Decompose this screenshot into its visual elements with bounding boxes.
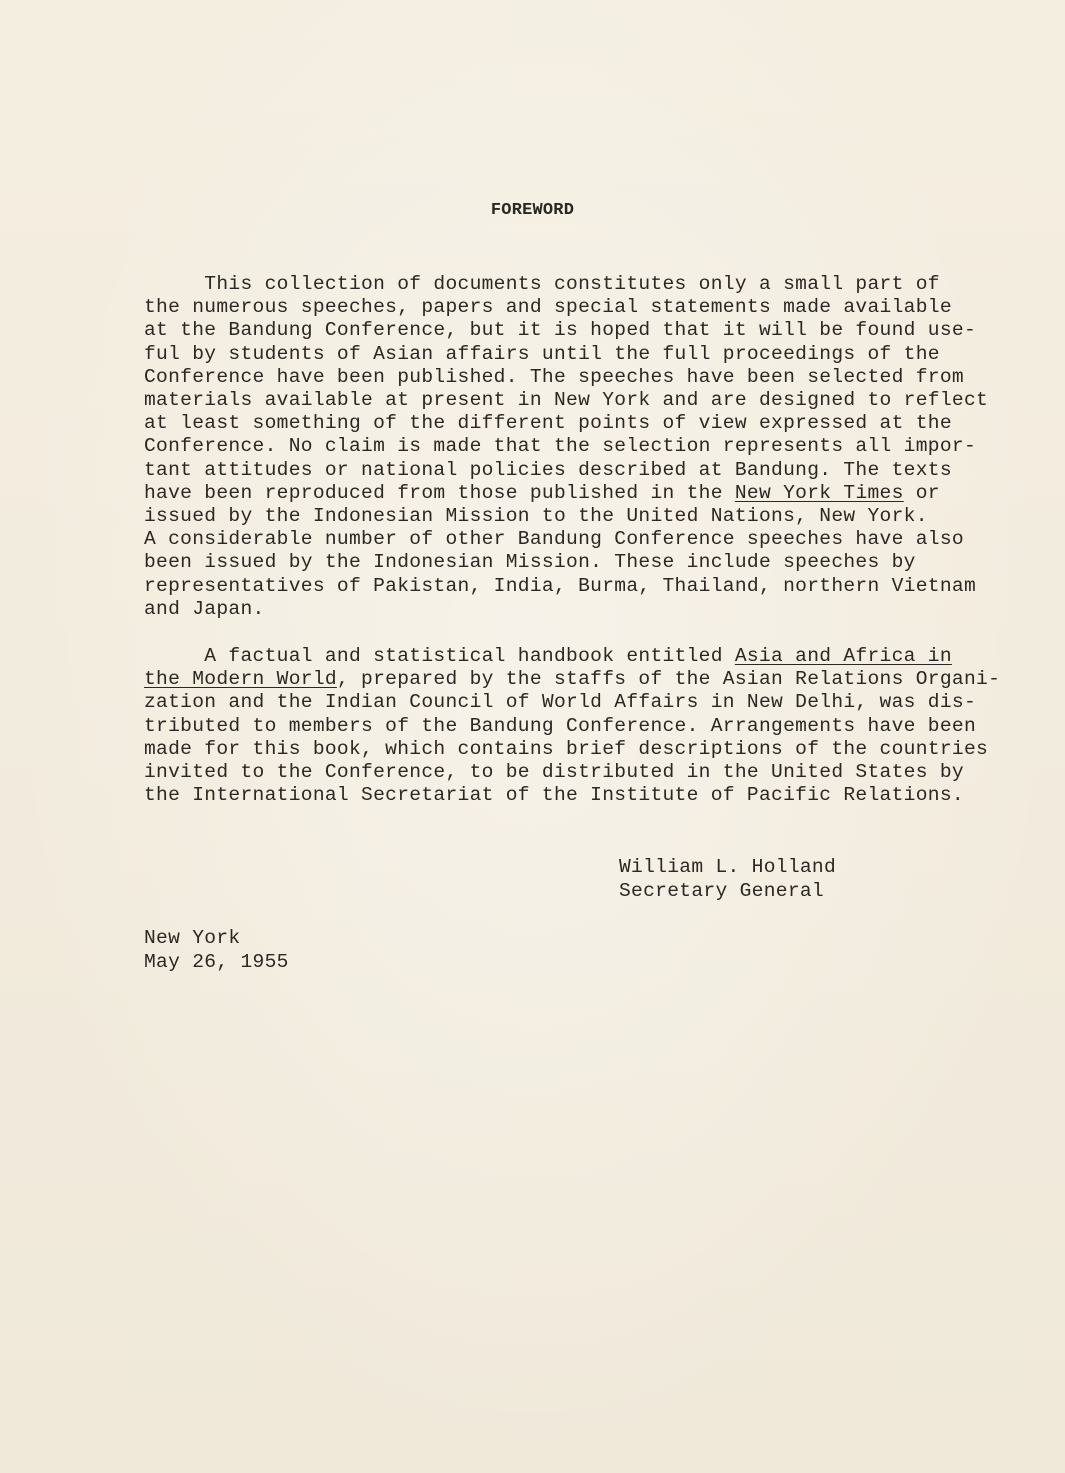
place-city: New York	[144, 927, 241, 949]
text-line: tant attitudes or national policies described at Bandung. The texts	[144, 458, 952, 481]
text-line: the International Secretariat of the Institute of Pacific Relations.	[144, 784, 964, 807]
text-line: tributed to members of the Bandung Conference. Arrangements have been	[144, 714, 977, 737]
text-line: representatives of Pakistan, India, Burma, Thailand, northern Vietnam	[144, 574, 977, 597]
text-line	[144, 645, 952, 668]
text-line: at the Bandung Conference, but it is hoped that it will be found use-	[144, 319, 977, 342]
text-line: made for this book, which contains brief descriptions of the countries	[144, 737, 989, 760]
text-line: Conference have been published. The speeches have been selected from	[144, 365, 964, 388]
text-line: invited to the Conference, to be distributed in the United States by	[144, 761, 964, 783]
text-line: zation and the Indian Council of World Affairs in New Delhi, was dis-	[144, 691, 977, 714]
text-segment: or	[903, 481, 940, 504]
text-segment: have been reproduced from those published in the	[144, 481, 735, 504]
underlined-title: New York Times	[734, 481, 904, 504]
text-line: ful by students of Asian affairs until the full proceedings of the	[144, 342, 940, 365]
text-segment: A factual and statistical handbook entitled	[144, 645, 735, 667]
page-title: FOREWORD	[490, 201, 575, 220]
text-line	[144, 668, 1000, 691]
text-line: the numerous speeches, papers and special statements made available	[144, 296, 952, 319]
text-line: This collection of documents constitutes only a small part of	[144, 273, 940, 295]
text-line: A considerable number of other Bandung Conference speeches have also	[144, 528, 964, 551]
text-line: Conference. No claim is made that the selection represents all impor-	[144, 435, 977, 458]
place-date: May 26, 1955	[144, 951, 289, 973]
signature-name: William L. Holland	[619, 856, 837, 878]
text-line: and Japan.	[144, 597, 265, 620]
text-line: issued by the Indonesian Mission to the United Nations, New York.	[144, 505, 928, 527]
text-line: materials available at present in New York and are designed to reflect	[144, 389, 989, 411]
text-segment: , prepared by the staffs of the Asian Relations Organi-	[336, 668, 1001, 691]
text-line: been issued by the Indonesian Mission. These include speeches by	[144, 551, 916, 574]
text-line	[144, 482, 940, 505]
signature-role: Secretary General	[619, 880, 824, 902]
underlined-title: the Modern World	[144, 668, 337, 691]
text-line: at least something of the different points of view expressed at the	[144, 412, 952, 435]
underlined-title: Asia and Africa in	[734, 645, 952, 667]
